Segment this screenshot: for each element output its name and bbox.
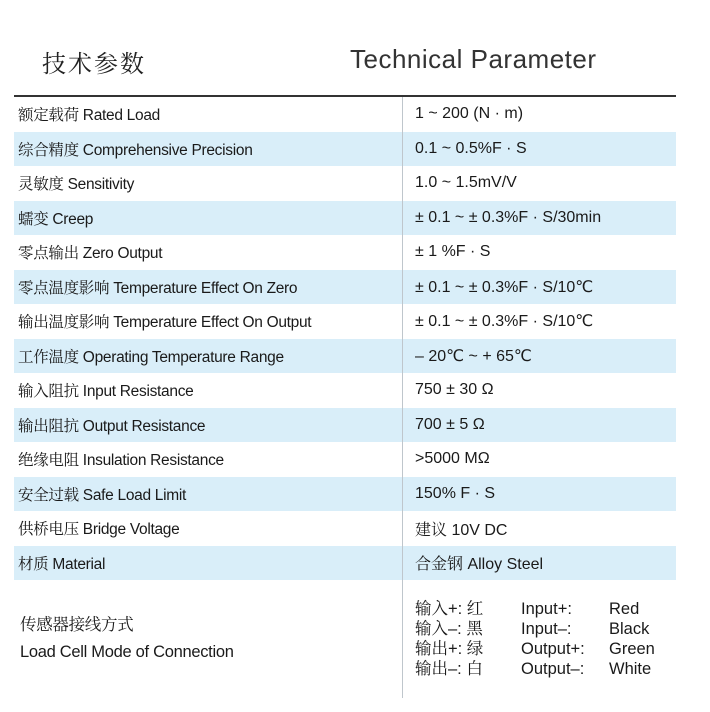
table-row <box>14 477 676 512</box>
wire-color: Green <box>609 640 655 658</box>
param-value: – 20℃ ~ + 65℃ <box>402 339 676 374</box>
param-value: 合金钢 Alloy Steel <box>402 546 676 581</box>
wire-en: Output–: <box>521 660 585 678</box>
param-value: ± 1 %F · S <box>402 235 676 270</box>
table-row <box>14 235 676 270</box>
wire-line <box>415 599 639 619</box>
wire-en: Input–: <box>521 620 572 638</box>
param-value: 750 ± 30 Ω <box>402 373 676 408</box>
connection-wires <box>402 580 676 698</box>
param-label: 零点输出 Zero Output <box>18 245 163 263</box>
param-label: 供桥电压 Bridge Voltage <box>18 521 180 539</box>
param-value: ± 0.1 ~ ± 0.3%F · S/10℃ <box>402 304 676 339</box>
wire-color: Red <box>609 600 640 618</box>
wire-line <box>415 639 655 659</box>
wire-cn: 输出+: 绿 <box>415 640 484 658</box>
connection-label-cn: 传感器接线方式 <box>20 616 134 634</box>
param-label: 蠕变 Creep <box>18 210 94 228</box>
table-row <box>14 304 676 339</box>
wire-color: White <box>609 660 652 678</box>
param-value: ± 0.1 ~ ± 0.3%F · S/10℃ <box>402 270 676 305</box>
table-row <box>14 166 676 201</box>
param-value: 0.1 ~ 0.5%F · S <box>402 132 676 167</box>
table-row <box>14 373 676 408</box>
table-row <box>14 132 676 167</box>
param-label: 输入阻抗 Input Resistance <box>18 383 194 401</box>
wire-color: Black <box>609 620 650 638</box>
param-value: 1.0 ~ 1.5mV/V <box>402 166 676 201</box>
param-value: 建议 10V DC <box>402 511 676 546</box>
param-label: 额定载荷 Rated Load <box>18 107 160 125</box>
parameter-table <box>14 97 676 698</box>
table-row <box>14 546 676 581</box>
param-label: 输出温度影响 Temperature Effect On Output <box>18 314 312 332</box>
wire-en: Output+: <box>521 640 585 658</box>
table-row <box>14 201 676 236</box>
wire-line <box>415 619 649 639</box>
param-value: 1 ~ 200 (N · m) <box>402 97 676 132</box>
table-row <box>14 270 676 305</box>
param-value: 700 ± 5 Ω <box>402 408 676 443</box>
table-row <box>14 339 676 374</box>
param-label: 综合精度 Comprehensive Precision <box>18 141 253 159</box>
title-chinese: 技术参数 <box>42 50 146 78</box>
param-value: ± 0.1 ~ ± 0.3%F · S/30min <box>402 201 676 236</box>
param-value: 150% F · S <box>402 477 676 512</box>
connection-label-en: Load Cell Mode of Connection <box>20 643 234 661</box>
param-label: 灵敏度 Sensitivity <box>18 176 135 194</box>
wire-cn: 输入+: 红 <box>415 600 484 618</box>
wire-line <box>415 659 651 679</box>
wire-cn: 输入–: 黑 <box>415 620 483 638</box>
param-label: 工作温度 Operating Temperature Range <box>18 348 284 366</box>
param-value: >5000 MΩ <box>402 442 676 477</box>
param-label: 绝缘电阻 Insulation Resistance <box>18 452 224 470</box>
param-label: 材质 Material <box>18 555 106 573</box>
wire-en: Input+: <box>521 600 572 618</box>
table-row <box>14 442 676 477</box>
param-label: 安全过载 Safe Load Limit <box>18 486 187 504</box>
title-english: Technical Parameter <box>350 44 597 74</box>
table-row <box>14 97 676 132</box>
connection-row <box>14 580 676 698</box>
param-label: 输出阻抗 Output Resistance <box>18 417 206 435</box>
table-row <box>14 408 676 443</box>
param-label: 零点温度影响 Temperature Effect On Zero <box>18 279 298 297</box>
connection-label <box>14 580 402 698</box>
table-row <box>14 511 676 546</box>
wire-cn: 输出–: 白 <box>415 660 483 678</box>
